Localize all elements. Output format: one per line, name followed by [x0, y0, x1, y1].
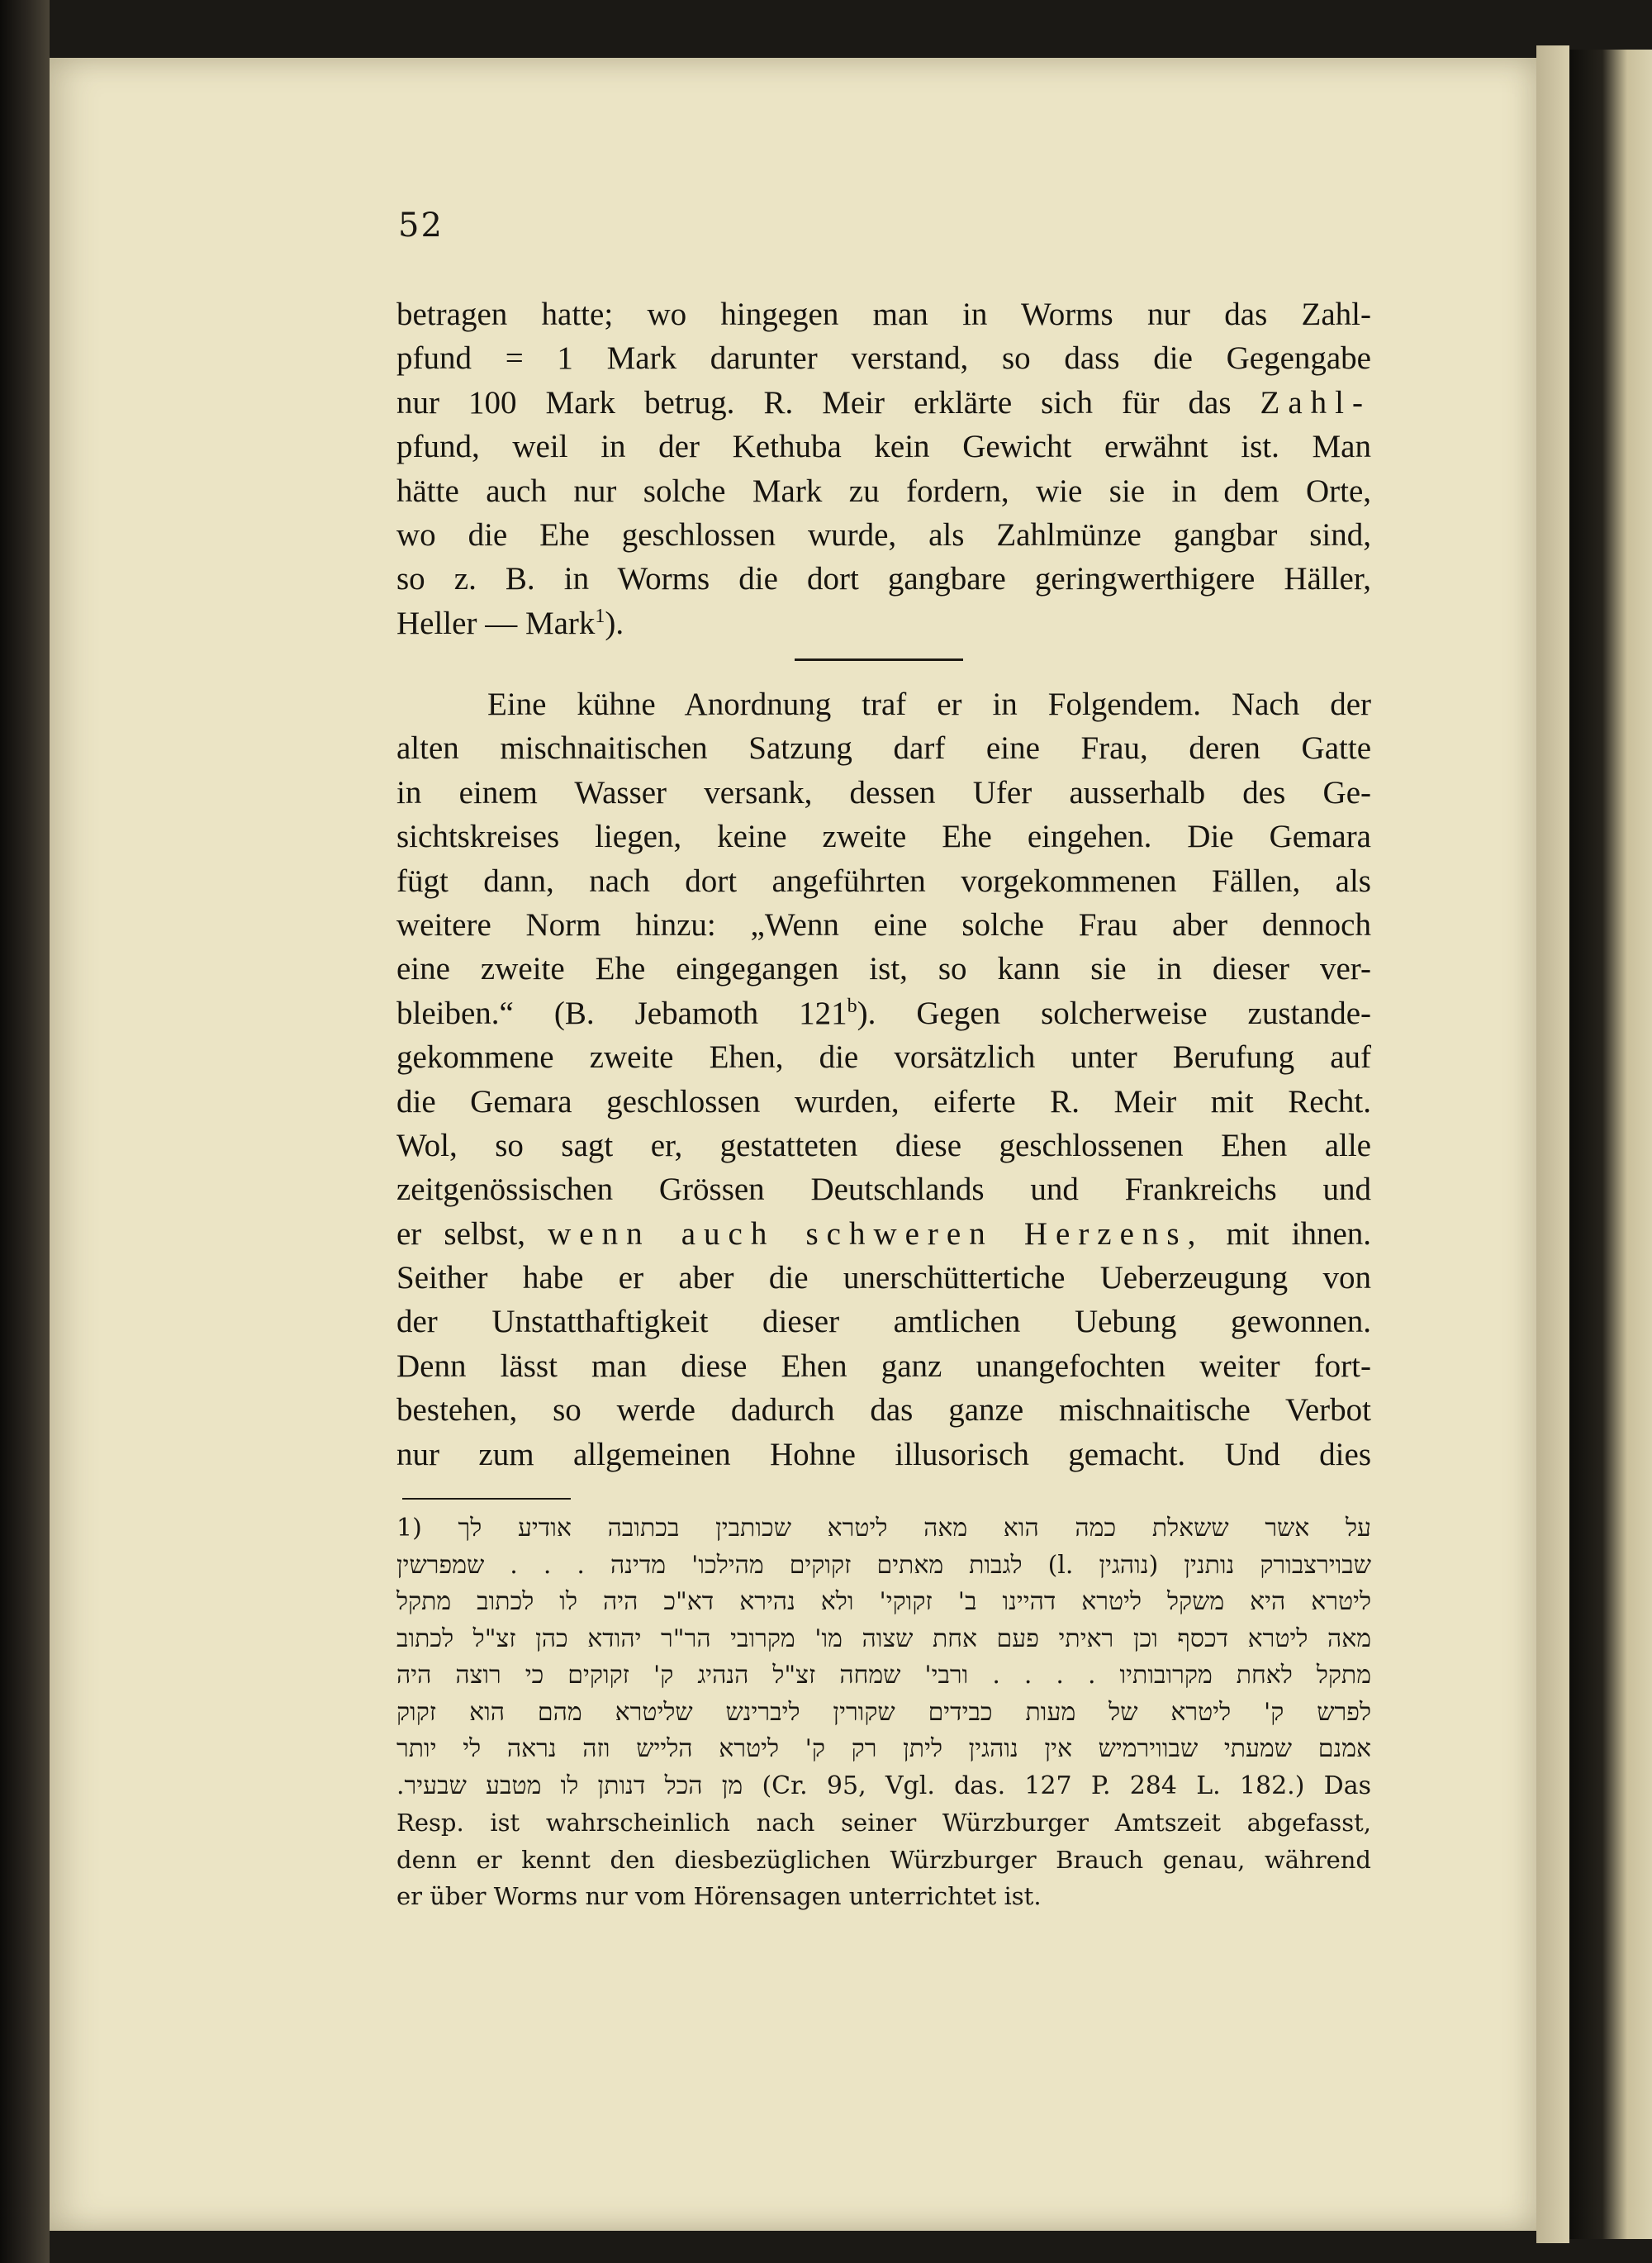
paragraph-2-line: fügt dann, nach dort angeführten vorgekommenen Fällen, als	[396, 863, 1371, 899]
spaced-emphasis: wenn auch schweren Herzens,	[548, 1215, 1204, 1252]
paragraph-2-line: zeitgenössischen Grössen Deutschlands und Frankreichs und	[396, 1172, 1371, 1208]
book-binding-edge	[0, 0, 50, 2263]
paragraph-1-line: pfund = 1 Mark darunter verstand, so dass die Gegengabe	[396, 340, 1371, 377]
footnote-rule	[402, 1498, 571, 1500]
footnote-hebrew-line: לפרש ק' ליטרא של מעות כבידים שקורין ליברינש שליטרא מהם הוא זקוק	[396, 1697, 1371, 1727]
footnote-hebrew-line: מאה ליטרא דכסף וכן ראיתי פעם אחת שצוה מו' מקרובי הר"ר יהודא כהן זצ"ל לכתוב	[396, 1624, 1371, 1653]
footnote-latin-inline: (Cr. 95, Vgl. das. 127 P. 284 L. 182.) Das	[762, 1771, 1371, 1800]
paragraph-2-line: sichtskreises liegen, keine zweite Ehe eingehen. Die Gemara	[396, 819, 1371, 855]
paragraph-1-line: pfund, weil in der Kethuba kein Gewicht erwähnt ist. Man	[396, 429, 1371, 465]
paragraph-1	[396, 292, 1371, 645]
footnote-hebrew-text: על אשר ששאלת כמה הוא מאה ליטרא שכותבין בכתובה אודיע לך	[458, 1514, 1371, 1543]
footnote-hebrew-line: מתקל לאחת מקרובותיו . . . . ורבי' שמחה זצ"ל הנהיג ק' זקוקים כי רוצה היה	[396, 1661, 1371, 1690]
next-page-gutter	[1569, 50, 1652, 2239]
paragraph-2-line: alten mischnaitischen Satzung darf eine Frau, deren Gatte	[396, 730, 1371, 767]
footnote-hebrew-text: לגבות מאתים זקוקים מהילכו' מדינה . . . שמפרשין	[396, 1550, 1023, 1580]
paragraph-2-line: Denn lässt man diese Ehen ganz unangefochten weiter fort-	[396, 1348, 1371, 1384]
paragraph-2-line: die Gemara geschlossen wurden, eiferte R. Meir mit Recht.	[396, 1083, 1371, 1120]
paragraph-2	[396, 682, 1371, 1476]
footnote-marker: 1	[595, 605, 605, 627]
next-page-edge	[1536, 45, 1569, 2243]
page-number: 52	[398, 207, 444, 245]
footnote-hebrew-line: ליטרא היא משקל ליטרא דהיינו ב' זקוקי' ולא נהירא דא"כ היה לו לכתוב מתקל	[396, 1587, 1371, 1616]
superscript: b	[847, 995, 857, 1017]
paragraph-1-line: hätte auch nur solche Mark zu fordern, wie sie in dem Orte,	[396, 473, 1371, 509]
footnote-mixed-line	[396, 1768, 1371, 1805]
footnote-hebrew-text: מן הכל דנותן לו מטבע שבעיר.	[396, 1771, 743, 1800]
footnote-hebrew-text: שבוירצבורק נותנין (נוהגין	[1099, 1550, 1371, 1580]
footnote-latin-inline: (l.	[1047, 1550, 1074, 1580]
footnote-german-line: er über Worms nur vom Hörensagen unterrichtet ist.	[396, 1882, 1042, 1910]
spaced-emphasis: Zahl-	[1260, 384, 1371, 421]
paragraph-2-line: nur zum allgemeinen Hohne illusorisch gemacht. Und dies	[396, 1436, 1371, 1472]
footnote-hebrew-line	[396, 1510, 1371, 1547]
paragraph-2-line	[396, 991, 1371, 1035]
paragraph-2-line: Seither habe er aber die unerschüttertiche Ueberzeugung von	[396, 1260, 1371, 1296]
paragraph-1-line: wo die Ehe geschlossen wurde, als Zahlmünze gangbar sind,	[396, 516, 1371, 553]
paragraph-2-line-text: ). Gegen solcherweise zustande-	[857, 995, 1371, 1031]
paragraph-2-line	[396, 1212, 1371, 1256]
paragraph-2-line-text: er selbst,	[396, 1215, 526, 1252]
paragraph-1-line	[396, 381, 1371, 425]
paragraph-2-line: der Unstatthaftigkeit dieser amtlichen Uebung gewonnen.	[396, 1304, 1371, 1340]
paragraph-1-line: betragen hatte; wo hingegen man in Worms nur das Zahl-	[396, 297, 1371, 332]
section-separator-rule	[795, 658, 963, 661]
footnote-marker: 1)	[396, 1514, 422, 1543]
paragraph-1-line-text: Heller — Mark	[396, 605, 596, 641]
paragraph-2-line: in einem Wasser versank, dessen Ufer ausserhalb des Ge-	[396, 774, 1371, 811]
paragraph-1-line: so z. B. in Worms die dort gangbare geringwerthigere Häller,	[396, 561, 1371, 597]
paragraph-1-line	[396, 601, 1371, 645]
paragraph-1-line-end: ).	[605, 605, 624, 641]
paragraph-2-line: weitere Norm hinzu: „Wenn eine solche Frau aber dennoch	[396, 906, 1371, 943]
paragraph-2-line-text: bleiben.“ (B. Jebamoth 121	[396, 995, 847, 1031]
paragraph-2-line: Eine kühne Anordnung traf er in Folgendem. Nach der	[487, 687, 1371, 722]
footnote-german-line: denn er kennt den diesbezüglichen Würzburger Brauch genau, während	[396, 1845, 1371, 1874]
footnote-hebrew-line: אמנם שמעתי שבווירמיש אין נוהגין ליתן רק ק' ליטרא הלייש וזה נראה לי יותר	[396, 1734, 1371, 1763]
paragraph-2-line: eine zweite Ehe eingegangen ist, so kann sie in dieser ver-	[396, 951, 1371, 987]
paragraph-2-line-text: mit ihnen.	[1226, 1215, 1371, 1252]
paragraph-2-line: bestehen, so werde dadurch das ganze mischnaitische Verbot	[396, 1392, 1371, 1429]
paragraph-2-line: Wol, so sagt er, gestatteten diese geschlossenen Ehen alle	[396, 1127, 1371, 1163]
paragraph-2-line: gekommene zweite Ehen, die vorsätzlich unter Berufung auf	[396, 1039, 1371, 1076]
footnotes	[396, 1510, 1371, 1915]
footnote-german-line: Resp. ist wahrscheinlich nach seiner Würzburger Amtszeit abgefasst,	[396, 1809, 1371, 1837]
footnote-hebrew-line	[396, 1547, 1371, 1585]
paragraph-1-line-text: nur 100 Mark betrug. R. Meir erklärte sich für das	[396, 384, 1232, 421]
